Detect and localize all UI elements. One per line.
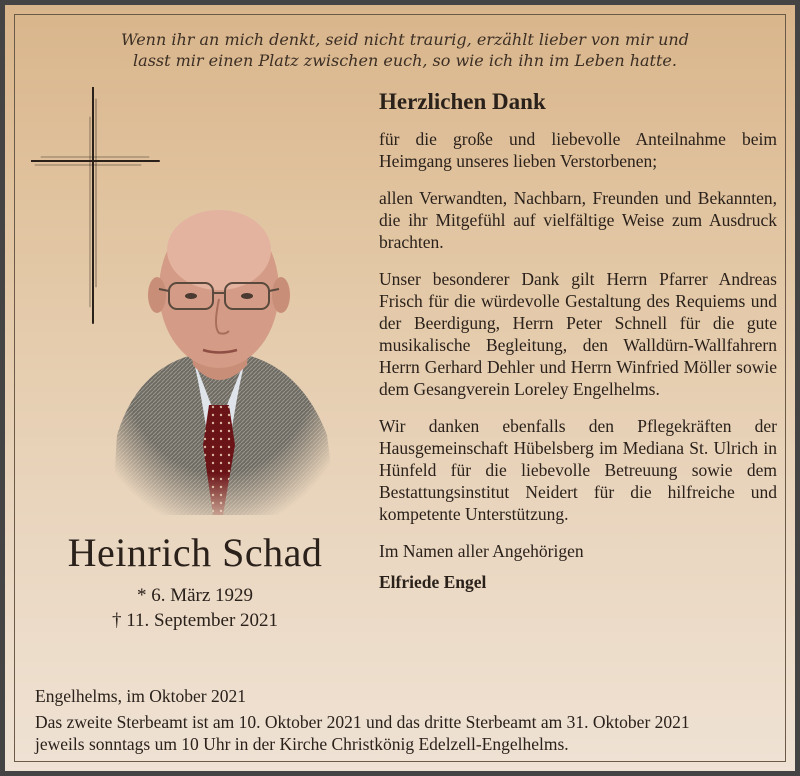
motto-line-2: lasst mir einen Platz zwischen euch, so wie ich ihn im Leben hatte.: [133, 51, 677, 70]
thanks-section: [379, 89, 777, 593]
thanks-paragraph-2: allen Verwandten, Nachbarn, Freunden und Bekannten, die ihr Mitgefühl auf vielfältige Weise zum Ausdruck brachten.: [379, 188, 777, 252]
footer: [35, 685, 780, 755]
thanks-paragraph-4: Wir danken ebenfalls den Pflegekräften der Hausgemeinschaft Hübelsberg im Mediana St. Ulrich in Hünfeld für die liebevolle Betreuung sowie dem Bestattungsinstitut Neidert für die hilfreiche und kompetente Unterstützung.: [379, 416, 777, 524]
thanks-paragraph-3: Unser besonderer Dank gilt Herrn Pfarrer Andreas Frisch für die würdevolle Gestaltung des Requiems und der Beerdigung, Herrn Peter Schnell für die gute musikalische Begleitung, den Walldürn-Wallfahrern Herrn Gerhard Dehler und Herrn Winfried Möller sowie dem Gesangverein Loreley Engelhelms.: [379, 269, 777, 399]
motto: [45, 29, 765, 71]
thanks-paragraph-1: für die große und liebevolle Anteilnahme beim Heimgang unseres lieben Verstorbenen;: [379, 129, 777, 171]
death-date: † 11. September 2021: [111, 610, 279, 631]
signature-name: Elfriede Engel: [379, 572, 487, 592]
portrait-photo: [97, 195, 342, 515]
place-date: Engelhelms, im Oktober 2021: [35, 686, 246, 706]
birth-date: * 6. März 1929: [136, 585, 254, 606]
mass-info-line-1: Das zweite Sterbeamt ist am 10. Oktober 2021 und das dritte Sterbeamt am 31. Oktober 2021: [35, 712, 690, 732]
deceased-name: Heinrich Schad: [67, 530, 323, 575]
signature-intro: Im Namen aller Angehörigen: [379, 541, 584, 561]
mass-info-line-2: jeweils sonntags um 10 Uhr in der Kirche Christkönig Edelzell-Engelhelms.: [35, 734, 569, 754]
life-dates: [35, 583, 355, 633]
motto-line-1: Wenn ihr an mich denkt, seid nicht traurig, erzählt lieber von mir und: [121, 30, 689, 49]
thanks-heading: Herzlichen Dank: [379, 89, 546, 114]
